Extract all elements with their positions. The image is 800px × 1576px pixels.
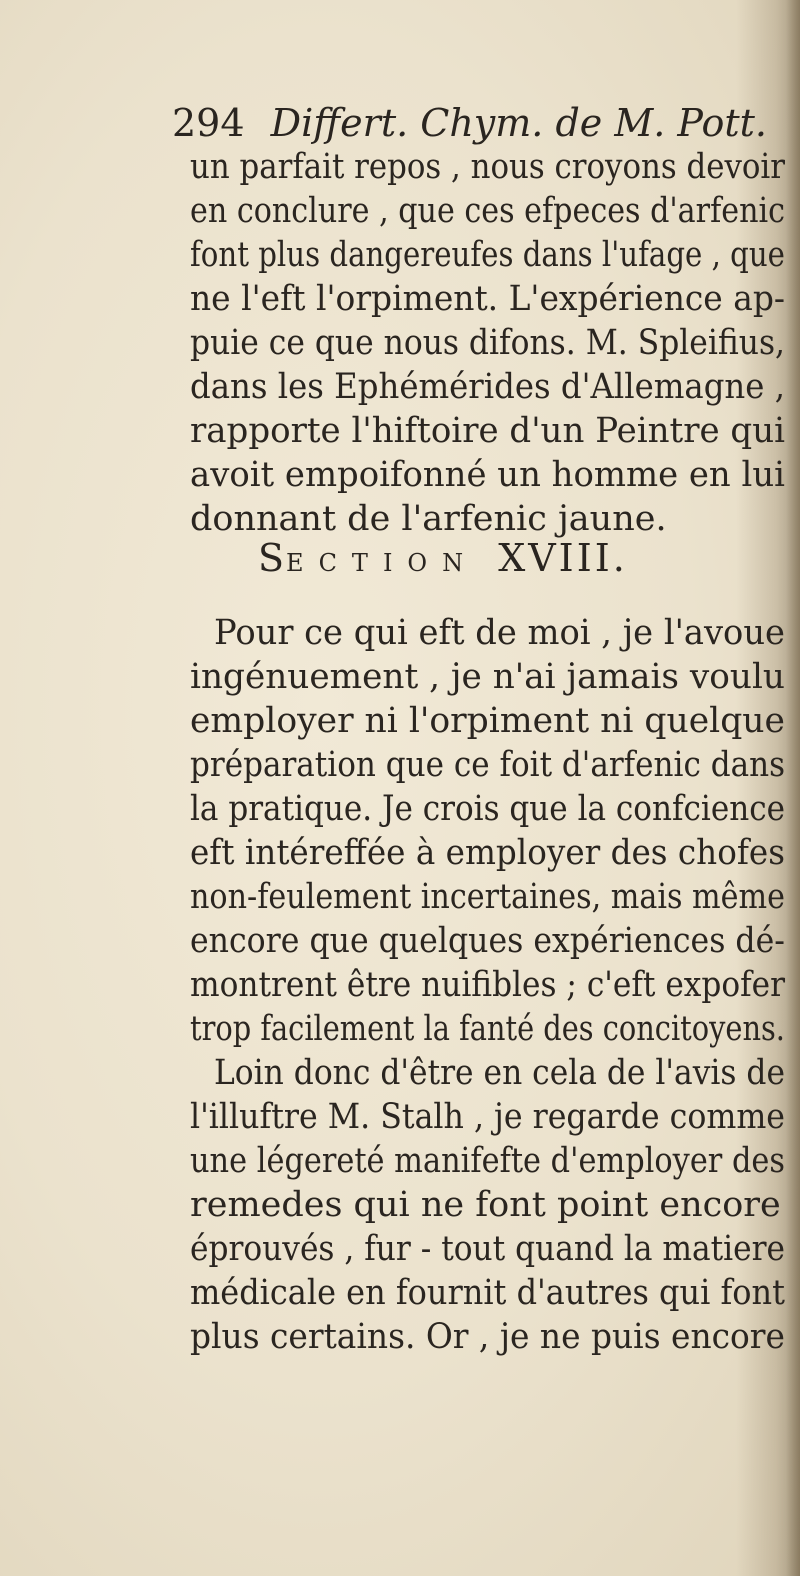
text-line: un parfait repos , nous croyons devoir [190,147,786,187]
section-heading [258,536,628,580]
text-line: la pratique. Je crois que la confcience [190,789,785,829]
text-line: rapporte l'hiftoire d'un Peintre qui [190,411,786,451]
text-line: en conclure , que ces efpeces d'arfenic [190,191,786,231]
text-line: Pour ce qui eft de moi , je l'avoue [214,613,786,653]
running-title: Differt. Chym. de M. Pott. [270,101,767,145]
text-line: plus certains. Or , je ne puis encore [190,1317,785,1357]
text-line: préparation que ce foit d'arfenic dans [190,745,786,785]
text-line: remedes qui ne font point encore [190,1185,781,1225]
text-line: une légereté manifefte d'employer des [190,1141,785,1181]
page-edge-shadow [786,0,800,1576]
running-header [172,101,767,145]
text-line: trop facilement la fanté des concitoyens. [190,1009,785,1049]
text-line: ne l'eft l'orpiment. L'expérience ap- [190,279,786,319]
text-line: encore que quelques expériences dé- [190,921,785,961]
text-line: puie ce que nous difons. M. Spleifius, [190,323,786,363]
text-line: employer ni l'orpiment ni quelque [190,701,785,741]
text-line: avoit empoifonné un homme en lui [190,455,785,495]
text-line: font plus dangereufes dans l'ufage , que [190,235,785,275]
section-heading-word: ECTION [286,549,479,577]
text-line: médicale en fournit d'autres qui font [190,1273,785,1313]
text-line: l'illuftre M. Stalh , je regarde comme [190,1097,786,1137]
text-line: Loin donc d'être en cela de l'avis de [214,1053,786,1093]
text-line: montrent être nuifibles ; c'eft expofer [190,965,786,1005]
text-line: non-feulement incertaines, mais même [190,877,785,917]
text-line: ingénuement , je n'ai jamais voulu [190,657,785,697]
section-heading-numeral: XVIII. [498,536,628,580]
text-line: donnant de l'arfenic jaune. [190,499,667,539]
text-line: éprouvés , fur - tout quand la matiere [190,1229,786,1269]
page-number: 294 [172,101,245,145]
section-heading-initial: S [258,536,287,580]
text-line: eft intéreffée à employer des chofes [190,833,785,873]
text-line: dans les Ephémérides d'Allemagne , [190,367,785,407]
